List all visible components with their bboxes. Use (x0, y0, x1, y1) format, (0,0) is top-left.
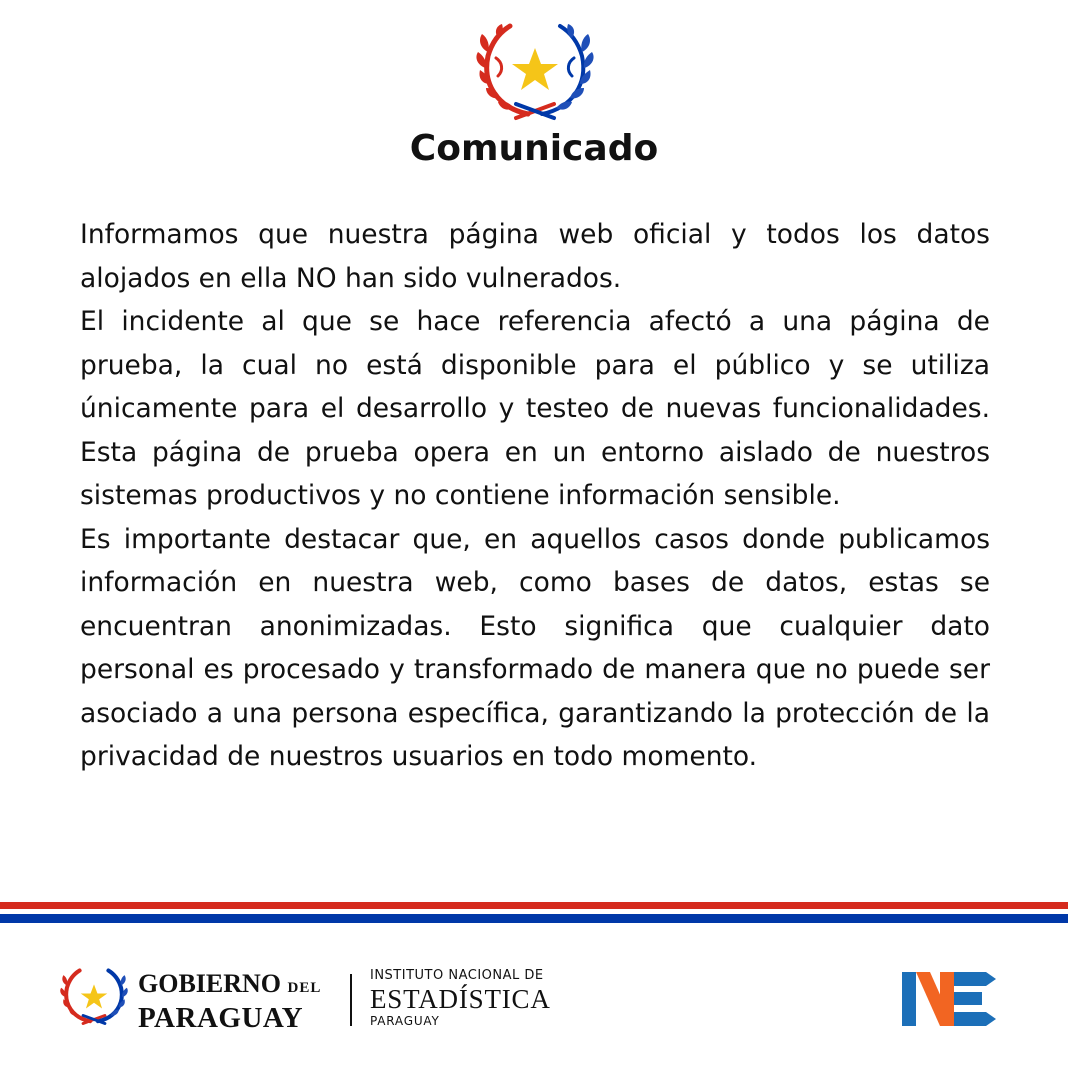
paragraph-3: Es importante destacar que, en aquellos casos donde publicamos información en nuestra web, como bases de datos, estas se encuentran anonimizadas. Esto significa que cualquier dato personal es procesado y transformado de manera que no puede ser asociado a una persona específica, garantizando la protección de la privacidad de nuestros usuarios en todo momento. (80, 523, 990, 772)
paragraph-1: Informamos que nuestra página web oficial y todos los datos alojados en ella NO han sido vulnerados. (80, 219, 990, 294)
paraguay-emblem-icon (476, 22, 594, 122)
gobierno-emblem-icon (60, 966, 128, 1028)
del-word: DEL (287, 980, 322, 996)
ine-wordmark (370, 968, 551, 1028)
footer-divider (350, 974, 352, 1026)
gobierno-word: GOBIERNO (138, 969, 282, 998)
ine-line-3: PARAGUAY (370, 1014, 440, 1028)
gobierno-del-paraguay-wordmark (138, 970, 321, 1034)
paraguay-word: PARAGUAY (138, 1002, 304, 1034)
ne-logo-icon (902, 970, 996, 1028)
flag-stripe-blue (0, 914, 1068, 923)
ine-line-1: INSTITUTO NACIONAL DE (370, 968, 544, 983)
paragraph-2: El incidente al que se hace referencia afectó a una página de prueba, la cual no está disponible para el público y se utiliza únicamente para el desarrollo y testeo de nuevas funcionalidades. Esta página de prueba opera en un entorno aislado de nuestros sistemas productivos y no contiene información sensible. (80, 306, 990, 511)
flag-stripe-red (0, 902, 1068, 909)
page-title: Comunicado (409, 128, 659, 169)
ine-line-2: ESTADÍSTICA (370, 984, 551, 1014)
statement-body (80, 213, 990, 779)
